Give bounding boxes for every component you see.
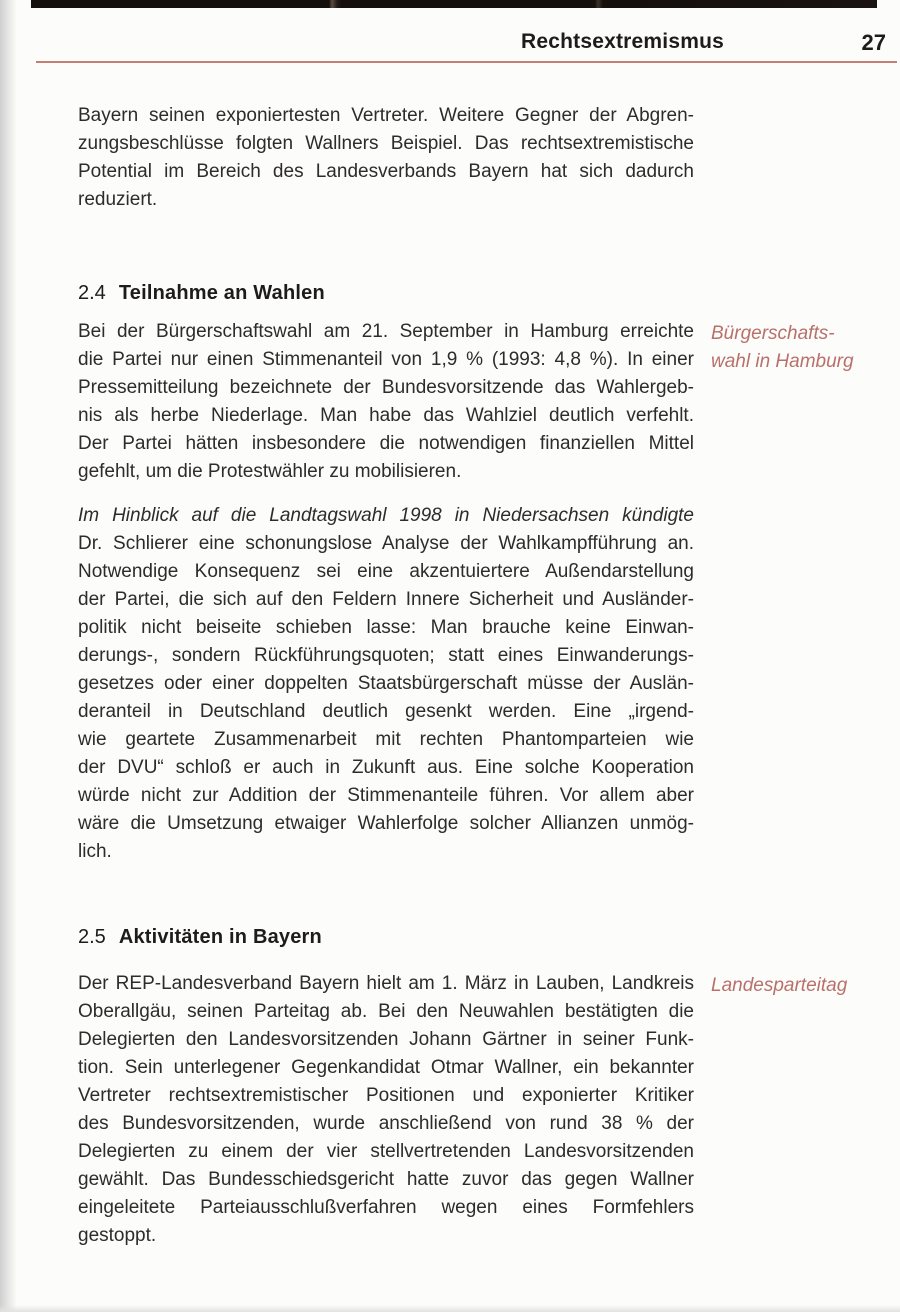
intro-paragraph [78, 102, 694, 214]
text-line: Landesparteitag [711, 975, 848, 996]
text-line: gestoppt. [78, 1225, 157, 1246]
section-number: 2.4 [78, 282, 106, 304]
text-line: Delegierten den Landesvorsitzenden Johann Gärtner in seiner Funk- [78, 1029, 694, 1050]
text-line: nis als herbe Niederlage. Man habe das Wahlziel deutlich verfehlt. [78, 405, 694, 426]
page-header [0, 30, 900, 58]
header-rule [36, 61, 897, 63]
text-line: Delegierten zu einem der vier stellvertretenden Landesvorsitzenden [78, 1141, 694, 1162]
text-line: wäre die Umsetzung etwaiger Wahlerfolge solcher Allianzen unmög- [78, 813, 694, 834]
paragraph-landtagswahl-analyse [78, 502, 694, 866]
scan-artifact-top-bar [31, 0, 877, 8]
text-line: Im Hinblick auf die Landtagswahl 1998 in Niedersachsen kündigte [78, 505, 694, 526]
text-line: der DVU“ schloß er auch in Zukunft aus. Eine solche Kooperation [78, 757, 694, 778]
text-line: Vertreter rechtsextremistischer Positionen und exponierter Kritiker [78, 1085, 694, 1106]
text-line: würde nicht zur Addition der Stimmenanteile führen. Vor allem aber [78, 785, 694, 806]
text-line: deranteil in Deutschland deutlich gesenkt werden. Eine „irgend- [78, 701, 694, 722]
text-line: des Bundesvorsitzenden, wurde anschließend von rund 38 % der [78, 1113, 694, 1134]
text-line: reduziert. [78, 189, 158, 210]
text-line: Der REP-Landesverband Bayern hielt am 1. März in Lauben, Landkreis [78, 973, 694, 994]
section-heading-2-4 [78, 282, 325, 310]
page-number: 27 [861, 30, 886, 55]
margin-note-landesparteitag [711, 972, 891, 1000]
running-title: Rechtsextremismus [521, 30, 724, 53]
text-line: politik nicht beiseite schieben lasse: Man brauche keine Einwan- [78, 617, 694, 638]
text-line: gesetzes oder einer doppelten Staatsbürgerschaft müsse der Auslän- [78, 673, 694, 694]
text-line: die Partei nur einen Stimmenanteil von 1,9 % (1993: 4,8 %). In einer [78, 349, 694, 370]
text-line: Bayern seinen exponiertesten Vertreter. Weitere Gegner der Abgren- [78, 105, 694, 126]
text-line: tion. Sein unterlegener Gegenkandidat Otmar Wallner, ein bekannter [78, 1057, 694, 1078]
text-line: Der Partei hätten insbesondere die notwendigen finanziellen Mittel [78, 433, 694, 454]
text-line: Pressemitteilung bezeichnete der Bundesvorsitzende das Wahlergeb- [78, 377, 694, 398]
text-line: gewählt. Das Bundesschiedsgericht hatte zuvor das gegen Wallner [78, 1169, 694, 1190]
page-edge-shadow-bottom [0, 1305, 900, 1312]
page-edge-shadow-left [0, 0, 17, 1312]
section-title: Aktivitäten in Bayern [118, 926, 322, 948]
paragraph-buergerschaftswahl [78, 318, 694, 486]
section-number: 2.5 [78, 926, 106, 948]
text-line: gefehlt, um die Protestwähler zu mobilisieren. [78, 461, 462, 482]
text-line: derungs-, sondern Rückführungsquoten; statt eines Einwanderungs- [78, 645, 694, 666]
text-line: eingeleitete Parteiausschlußverfahren wegen eines Formfehlers [78, 1197, 694, 1218]
section-title: Teilnahme an Wahlen [118, 282, 325, 304]
text-line: Notwendige Konsequenz sei eine akzentuiertere Außendarstellung [78, 561, 694, 582]
text-line: lich. [78, 841, 112, 862]
text-line: zungsbeschlüsse folgten Wallners Beispiel. Das rechtsextremistische [78, 133, 694, 154]
text-line: Bei der Bürgerschaftswahl am 21. September in Hamburg erreichte [78, 321, 694, 342]
text-line: wahl in Hamburg [711, 351, 854, 372]
text-line: Potential im Bereich des Landesverbands Bayern hat sich dadurch [78, 161, 694, 182]
text-line: Bürgerschafts- [711, 323, 835, 344]
section-heading-2-5 [78, 926, 322, 954]
text-line: der Partei, die sich auf den Feldern Innere Sicherheit und Ausländer- [78, 589, 694, 610]
text-line: Dr. Schlierer eine schonungslose Analyse der Wahlkampfführung an. [78, 533, 694, 554]
text-line: wie geartete Zusammenarbeit mit rechten Phantomparteien wie [78, 729, 694, 750]
text-line: Oberallgäu, seinen Parteitag ab. Bei den Neuwahlen bestätigten die [78, 1001, 694, 1022]
margin-note-buergerschaftswahl [711, 320, 891, 376]
paragraph-landesparteitag [78, 970, 694, 1250]
